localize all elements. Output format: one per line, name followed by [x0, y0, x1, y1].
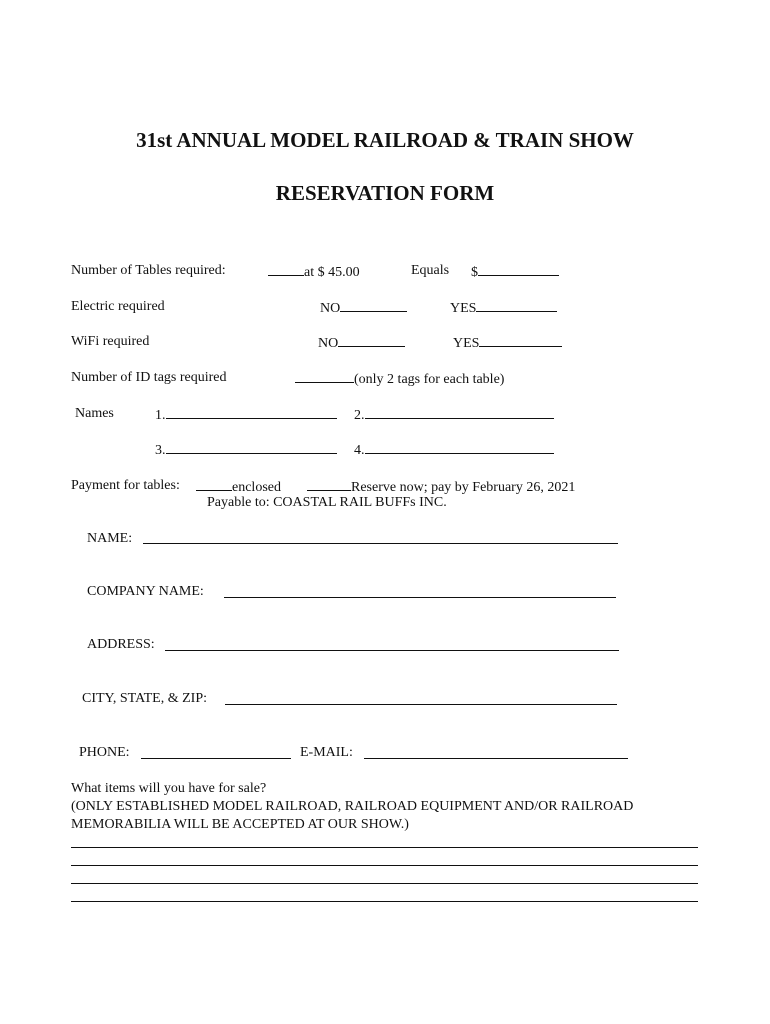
payment-enclosed-line[interactable]	[196, 478, 232, 491]
company-name-label: COMPANY NAME:	[87, 584, 204, 599]
payment-reserve-line[interactable]	[307, 478, 351, 491]
electric-no-label: NO	[320, 301, 341, 316]
sale-items-line[interactable]	[71, 901, 698, 902]
total-field[interactable]	[471, 263, 559, 281]
wifi-yes-field[interactable]	[453, 334, 562, 352]
form-title: 31st ANNUAL MODEL RAILROAD & TRAIN SHOW	[136, 128, 634, 152]
email-label: E-MAIL:	[300, 745, 353, 760]
name-1-label: 1.	[155, 408, 166, 423]
payment-reserve-field[interactable]	[307, 478, 575, 496]
payment-reserve-label: Reserve now; pay by February 26, 2021	[351, 480, 576, 495]
name-2-line[interactable]	[365, 406, 554, 419]
name-4-label: 4.	[354, 443, 365, 458]
city-state-zip-line[interactable]	[225, 704, 617, 705]
company-name-line[interactable]	[224, 597, 616, 598]
phone-label: PHONE:	[79, 745, 130, 760]
address-line[interactable]	[165, 650, 619, 651]
payment-enclosed-label: enclosed	[232, 480, 281, 495]
tables-label: Number of Tables required:	[71, 263, 226, 278]
payable-to: Payable to: COASTAL RAIL BUFFs INC.	[207, 495, 447, 510]
wifi-no-label: NO	[318, 336, 339, 351]
address-label: ADDRESS:	[87, 637, 155, 652]
sale-note-line-2: MEMORABILIA WILL BE ACCEPTED AT OUR SHOW.)	[71, 817, 409, 832]
electric-yes-label: YES	[450, 301, 477, 316]
payment-label: Payment for tables:	[71, 478, 180, 493]
electric-yes-field[interactable]	[450, 299, 557, 317]
electric-no-field[interactable]	[320, 299, 407, 317]
wifi-no-line[interactable]	[338, 334, 405, 347]
electric-label: Electric required	[71, 299, 165, 314]
payment-enclosed-field[interactable]	[196, 478, 281, 496]
name-line[interactable]	[143, 543, 618, 544]
id-tags-field[interactable]	[295, 370, 504, 388]
name-2-label: 2.	[354, 408, 365, 423]
tables-count-line[interactable]	[268, 263, 304, 276]
sale-note-line-1: (ONLY ESTABLISHED MODEL RAILROAD, RAILROAD EQUIPMENT AND/OR RAILROAD	[71, 799, 634, 814]
sale-items-line[interactable]	[71, 865, 698, 866]
sale-question: What items will you have for sale?	[71, 781, 267, 796]
electric-yes-line[interactable]	[476, 299, 557, 312]
wifi-label: WiFi required	[71, 334, 150, 349]
id-tags-note: (only 2 tags for each table)	[354, 372, 505, 387]
sale-items-line[interactable]	[71, 883, 698, 884]
names-label: Names	[75, 406, 114, 421]
name-3-field[interactable]	[155, 441, 337, 459]
email-line[interactable]	[364, 758, 628, 759]
name-4-line[interactable]	[365, 441, 554, 454]
sale-items-line[interactable]	[71, 847, 698, 848]
equals-label: Equals	[411, 263, 450, 278]
id-tags-line[interactable]	[295, 370, 354, 383]
dollar-sign: $	[471, 265, 478, 280]
city-state-zip-label: CITY, STATE, & ZIP:	[82, 691, 208, 706]
name-3-line[interactable]	[166, 441, 337, 454]
phone-line[interactable]	[141, 758, 291, 759]
name-2-field[interactable]	[354, 406, 554, 424]
wifi-yes-label: YES	[453, 336, 480, 351]
tables-count-field[interactable]	[268, 263, 360, 281]
name-3-label: 3.	[155, 443, 166, 458]
form-subtitle: RESERVATION FORM	[275, 181, 495, 205]
electric-no-line[interactable]	[340, 299, 407, 312]
tables-price: at $ 45.00	[304, 265, 360, 280]
name-4-field[interactable]	[354, 441, 554, 459]
name-label: NAME:	[87, 531, 133, 546]
name-1-field[interactable]	[155, 406, 337, 424]
wifi-no-field[interactable]	[318, 334, 405, 352]
name-1-line[interactable]	[166, 406, 337, 419]
wifi-yes-line[interactable]	[479, 334, 562, 347]
id-tags-label: Number of ID tags required	[71, 370, 227, 385]
total-line[interactable]	[478, 263, 559, 276]
